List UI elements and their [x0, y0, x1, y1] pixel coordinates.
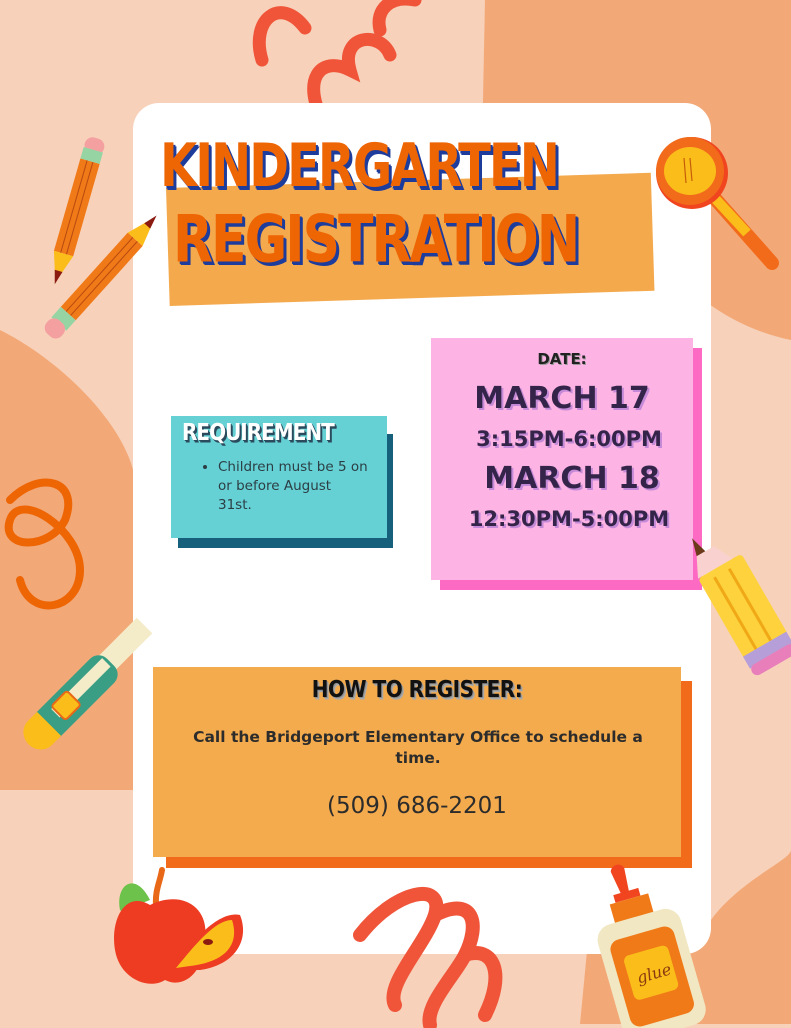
register-heading: HOW TO REGISTER: — [311, 675, 523, 703]
requirement-item: • Children must be 5 on or before August 31st. — [218, 458, 368, 515]
yellow-pencil-icon — [705, 520, 791, 680]
date-label: DATE: — [537, 350, 587, 368]
magnifying-glass-icon — [652, 133, 782, 273]
register-description: Call the Bridgeport Elementary Office to schedule a time. — [193, 728, 643, 767]
squiggle-icon — [355, 885, 505, 1025]
glue-bottle-icon — [588, 858, 718, 1028]
title-line-1: KINDERGARTEN — [160, 131, 558, 201]
date-box — [431, 338, 693, 580]
apple-icon — [110, 860, 260, 990]
register-phone: (509) 686-2201 — [327, 793, 507, 819]
date-day-1: MARCH 17 — [474, 381, 650, 416]
date-day-2: MARCH 18 — [484, 461, 660, 496]
pencil-icon — [20, 225, 150, 365]
svg-text:glue: glue — [634, 959, 674, 988]
title-line-2: REGISTRATION — [173, 202, 579, 278]
requirement-list — [203, 458, 368, 515]
date-time-2: 12:30PM-5:00PM — [468, 507, 670, 531]
date-time-1: 3:15PM-6:00PM — [476, 427, 662, 451]
requirement-heading: REQUIREMENT — [182, 418, 334, 446]
